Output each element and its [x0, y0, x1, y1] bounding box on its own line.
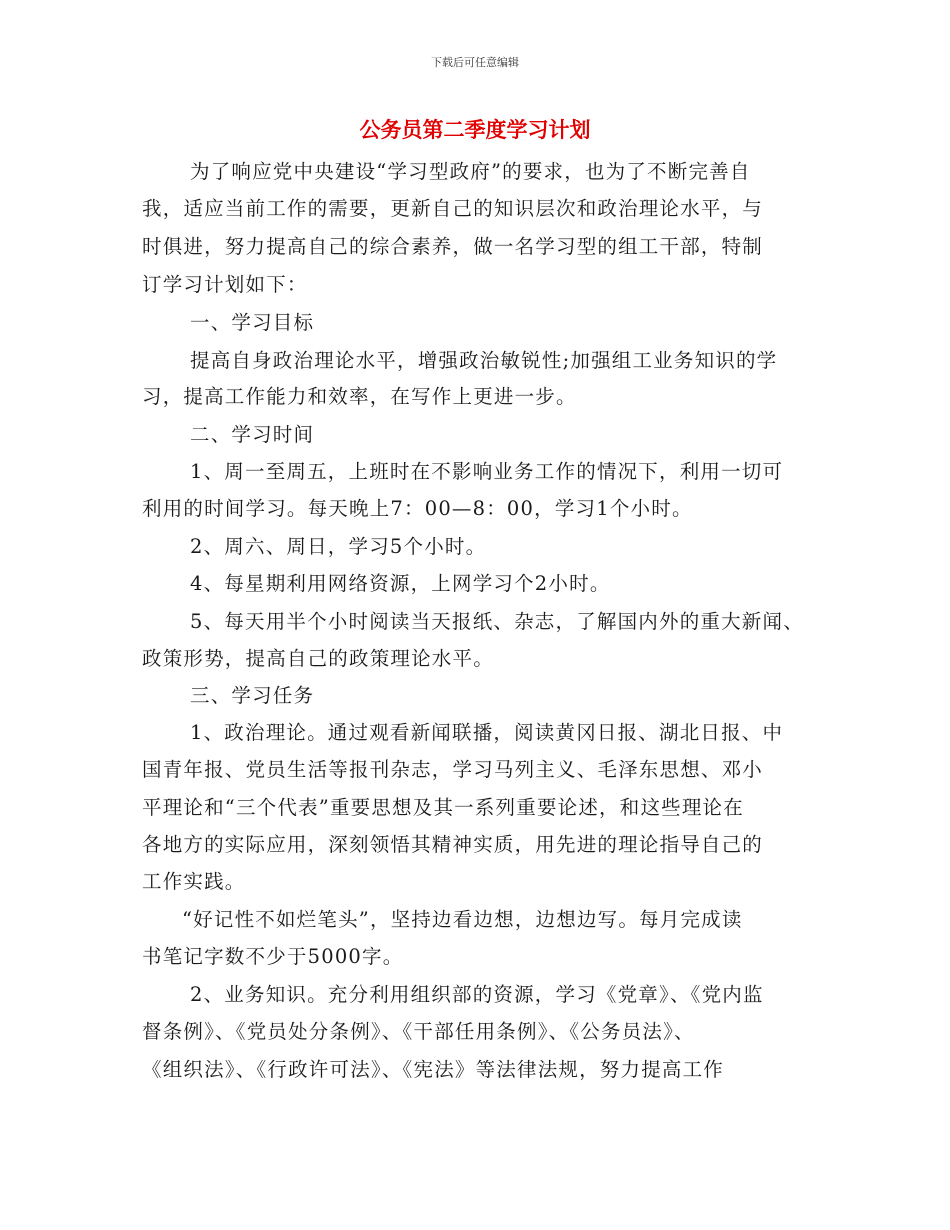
paragraph-line: 工作实践。: [142, 870, 246, 893]
document-title: 公务员第二季度学习计划: [359, 118, 591, 142]
paragraph-line: 4、每星期利用网络资源，上网学习个2小时。: [190, 572, 611, 595]
paragraph-line: 平理论和“三个代表”重要思想及其一系列重要论述，和这些理论在: [142, 796, 744, 819]
paragraph-line: 时俱进，努力提高自己的综合素养，做一名学习型的组工干部，特制: [142, 235, 764, 258]
paragraph-line: 为了响应党中央建设“学习型政府”的要求，也为了不断完善自: [190, 160, 751, 183]
section-heading: 一、学习目标: [190, 311, 315, 334]
paragraph-line: 国青年报、党员生活等报刊杂志，学习马列主义、毛泽东思想、邓小: [142, 758, 764, 781]
paragraph-line: 利用的时间学习。每天晚上7：00—8：00，学习1个小时。: [142, 497, 693, 520]
paragraph-line: 提高自身政治理论水平，增强政治敏锐性;加强组工业务知识的学: [190, 349, 778, 372]
paragraph-line: 各地方的实际应用，深刻领悟其精神实质，用先进的理论指导自己的: [142, 833, 764, 856]
paragraph-line: 1、周一至周五，上班时在不影响业务工作的情况下，利用一切可: [190, 460, 784, 483]
paragraph-line: 订学习计划如下：: [142, 273, 308, 296]
header-note: 下载后可任意编辑: [431, 56, 519, 69]
section-heading: 二、学习时间: [190, 423, 315, 446]
paragraph-line: 《组织法》、《行政许可法》、《宪法》等法律法规，努力提高工作: [142, 1058, 725, 1081]
paragraph-line: 2、业务知识。充分利用组织部的资源，学习《党章》、《党内监: [190, 983, 764, 1006]
paragraph-line: “好记性不如烂笔头”，坚持边看边想，边想边写。每月完成读: [182, 908, 743, 931]
paragraph-line: 我，适应当前工作的需要，更新自己的知识层次和政治理论水平，与: [142, 197, 764, 220]
paragraph-line: 1、政治理论。通过观看新闻联播，阅读黄冈日报、湖北日报、中: [190, 721, 784, 744]
paragraph-line: 2、周六、周日，学习5个小时。: [190, 535, 487, 558]
paragraph-line: 督条例》、《党员处分条例》、《干部任用条例》、《公务员法》、: [142, 1020, 695, 1043]
section-heading: 三、学习任务: [190, 684, 315, 707]
paragraph-line: 5、每天用半个小时阅读当天报纸、杂志，了解国内外的重大新闻、: [190, 610, 804, 633]
paragraph-line: 书笔记字数不少于5000字。: [142, 945, 404, 968]
paragraph-line: 习，提高工作能力和效率，在写作上更进一步。: [142, 385, 577, 408]
paragraph-line: 政策形势，提高自己的政策理论水平。: [142, 647, 494, 670]
